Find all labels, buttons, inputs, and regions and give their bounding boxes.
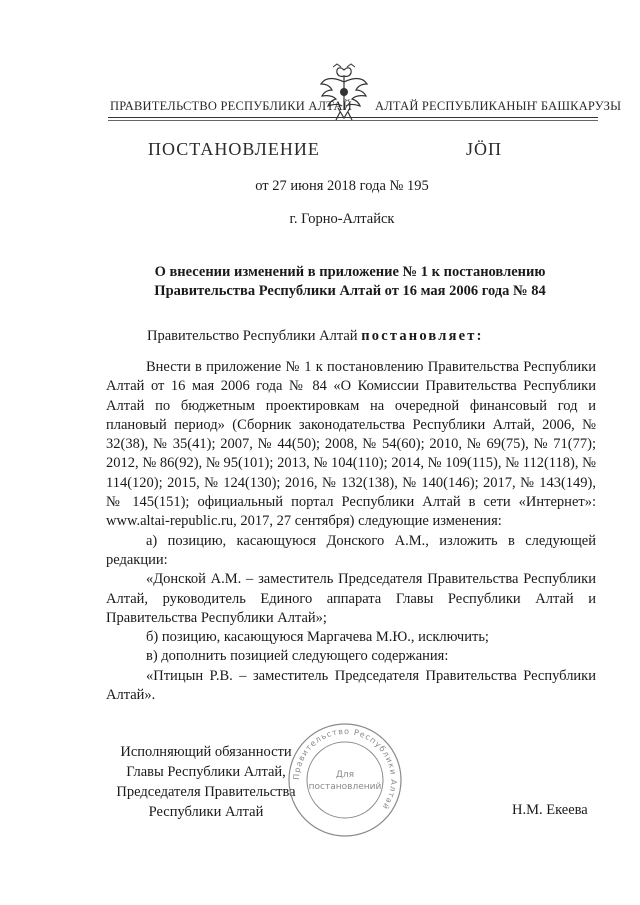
body-paragraph-c-text: «Птицын Р.В. – заместитель Председателя Правительства Республики Алтай». [106,667,596,704]
org-name-russian: ПРАВИТЕЛЬСТВО РЕСПУБЛИКИ АЛТАЙ [110,99,352,113]
doc-type-russian: ПОСТАНОВЛЕНИЕ [148,139,320,159]
signature-title-block [106,742,306,822]
doc-city: г. Горно-Алтайск [289,211,395,227]
stamp-ring-text: Правительство Республики Алтай [291,726,399,812]
preamble-verb: постановляет: [361,328,484,344]
org-name-altai: АЛТАЙ РЕСПУБЛИКАНЫҤ БАШКАРУЗЫ [375,99,622,113]
body-paragraph-a: а) позицию, касающуюся Донского А.М., изложить в следующей редакции: [106,532,596,568]
header-rule-thin [108,120,598,121]
body-paragraph-c: в) дополнить позицией следующего содержания: [146,648,449,665]
signature-line-3: Председателя Правительства [116,784,296,800]
body-paragraph-b: б) позицию, касающуюся Маргачева М.Ю., исключить; [146,629,489,646]
doc-title-line-1: О внесении изменений в приложение № 1 к постановлению [154,264,546,280]
preamble-subject: Правительство Республики Алтай [147,328,358,344]
signature-line-2: Главы Республики Алтай, [126,764,286,780]
header-rule [108,117,598,118]
official-stamp [285,720,405,840]
preamble [147,328,484,345]
doc-date-number: от 27 июня 2018 года № 195 [255,178,429,194]
doc-title-line-2: Правительства Республики Алтай от 16 мая 2006 года № 84 [154,283,546,299]
body-paragraph-main: Внести в приложение № 1 к постановлению Правительства Республики Алтай от 16 мая 2006 года № 84 «О Комиссии Правительства Республики Алтай по бюджетным проектировкам на очередной финансовый год и плановый период» (Сборник законодательства Республики Алтай, 2006, № 32(38), № 35(41); 2007, № 44(50); 2008, № 54(60); 2010, № 69(75), № 71(77); 2012, № 86(92), № 95(101); 2013, № 104(110); 2014, № 109(115), № 112(118), № 114(120); 2015, № 124(130); 2016, № 132(138), № 140(146); 2017, № 143(149), № 145(151); официальный портал Республики Алтай в сети «Интернет»: www.altai-republic.ru, 2017, 27 сентября) следующие изменения: [106,359,596,530]
stamp-center-line-1: Для [335,770,355,780]
stamp-center-line-2: постановлений [308,782,382,792]
body-paragraph-a-text: «Донской А.М. – заместитель Председателя Правительства Республики Алтай, руководитель Единого аппарата Главы Республики Алтай и Правительства Республики Алтай»; [106,571,596,626]
doc-type-altai: ЈӦП [466,139,503,159]
signature-line-1: Исполняющий обязанности [120,744,292,760]
doc-title [120,263,580,301]
signer-name: Н.М. Екеева [512,802,588,818]
doc-body [106,358,596,705]
signature-line-4: Республики Алтай [148,804,264,820]
